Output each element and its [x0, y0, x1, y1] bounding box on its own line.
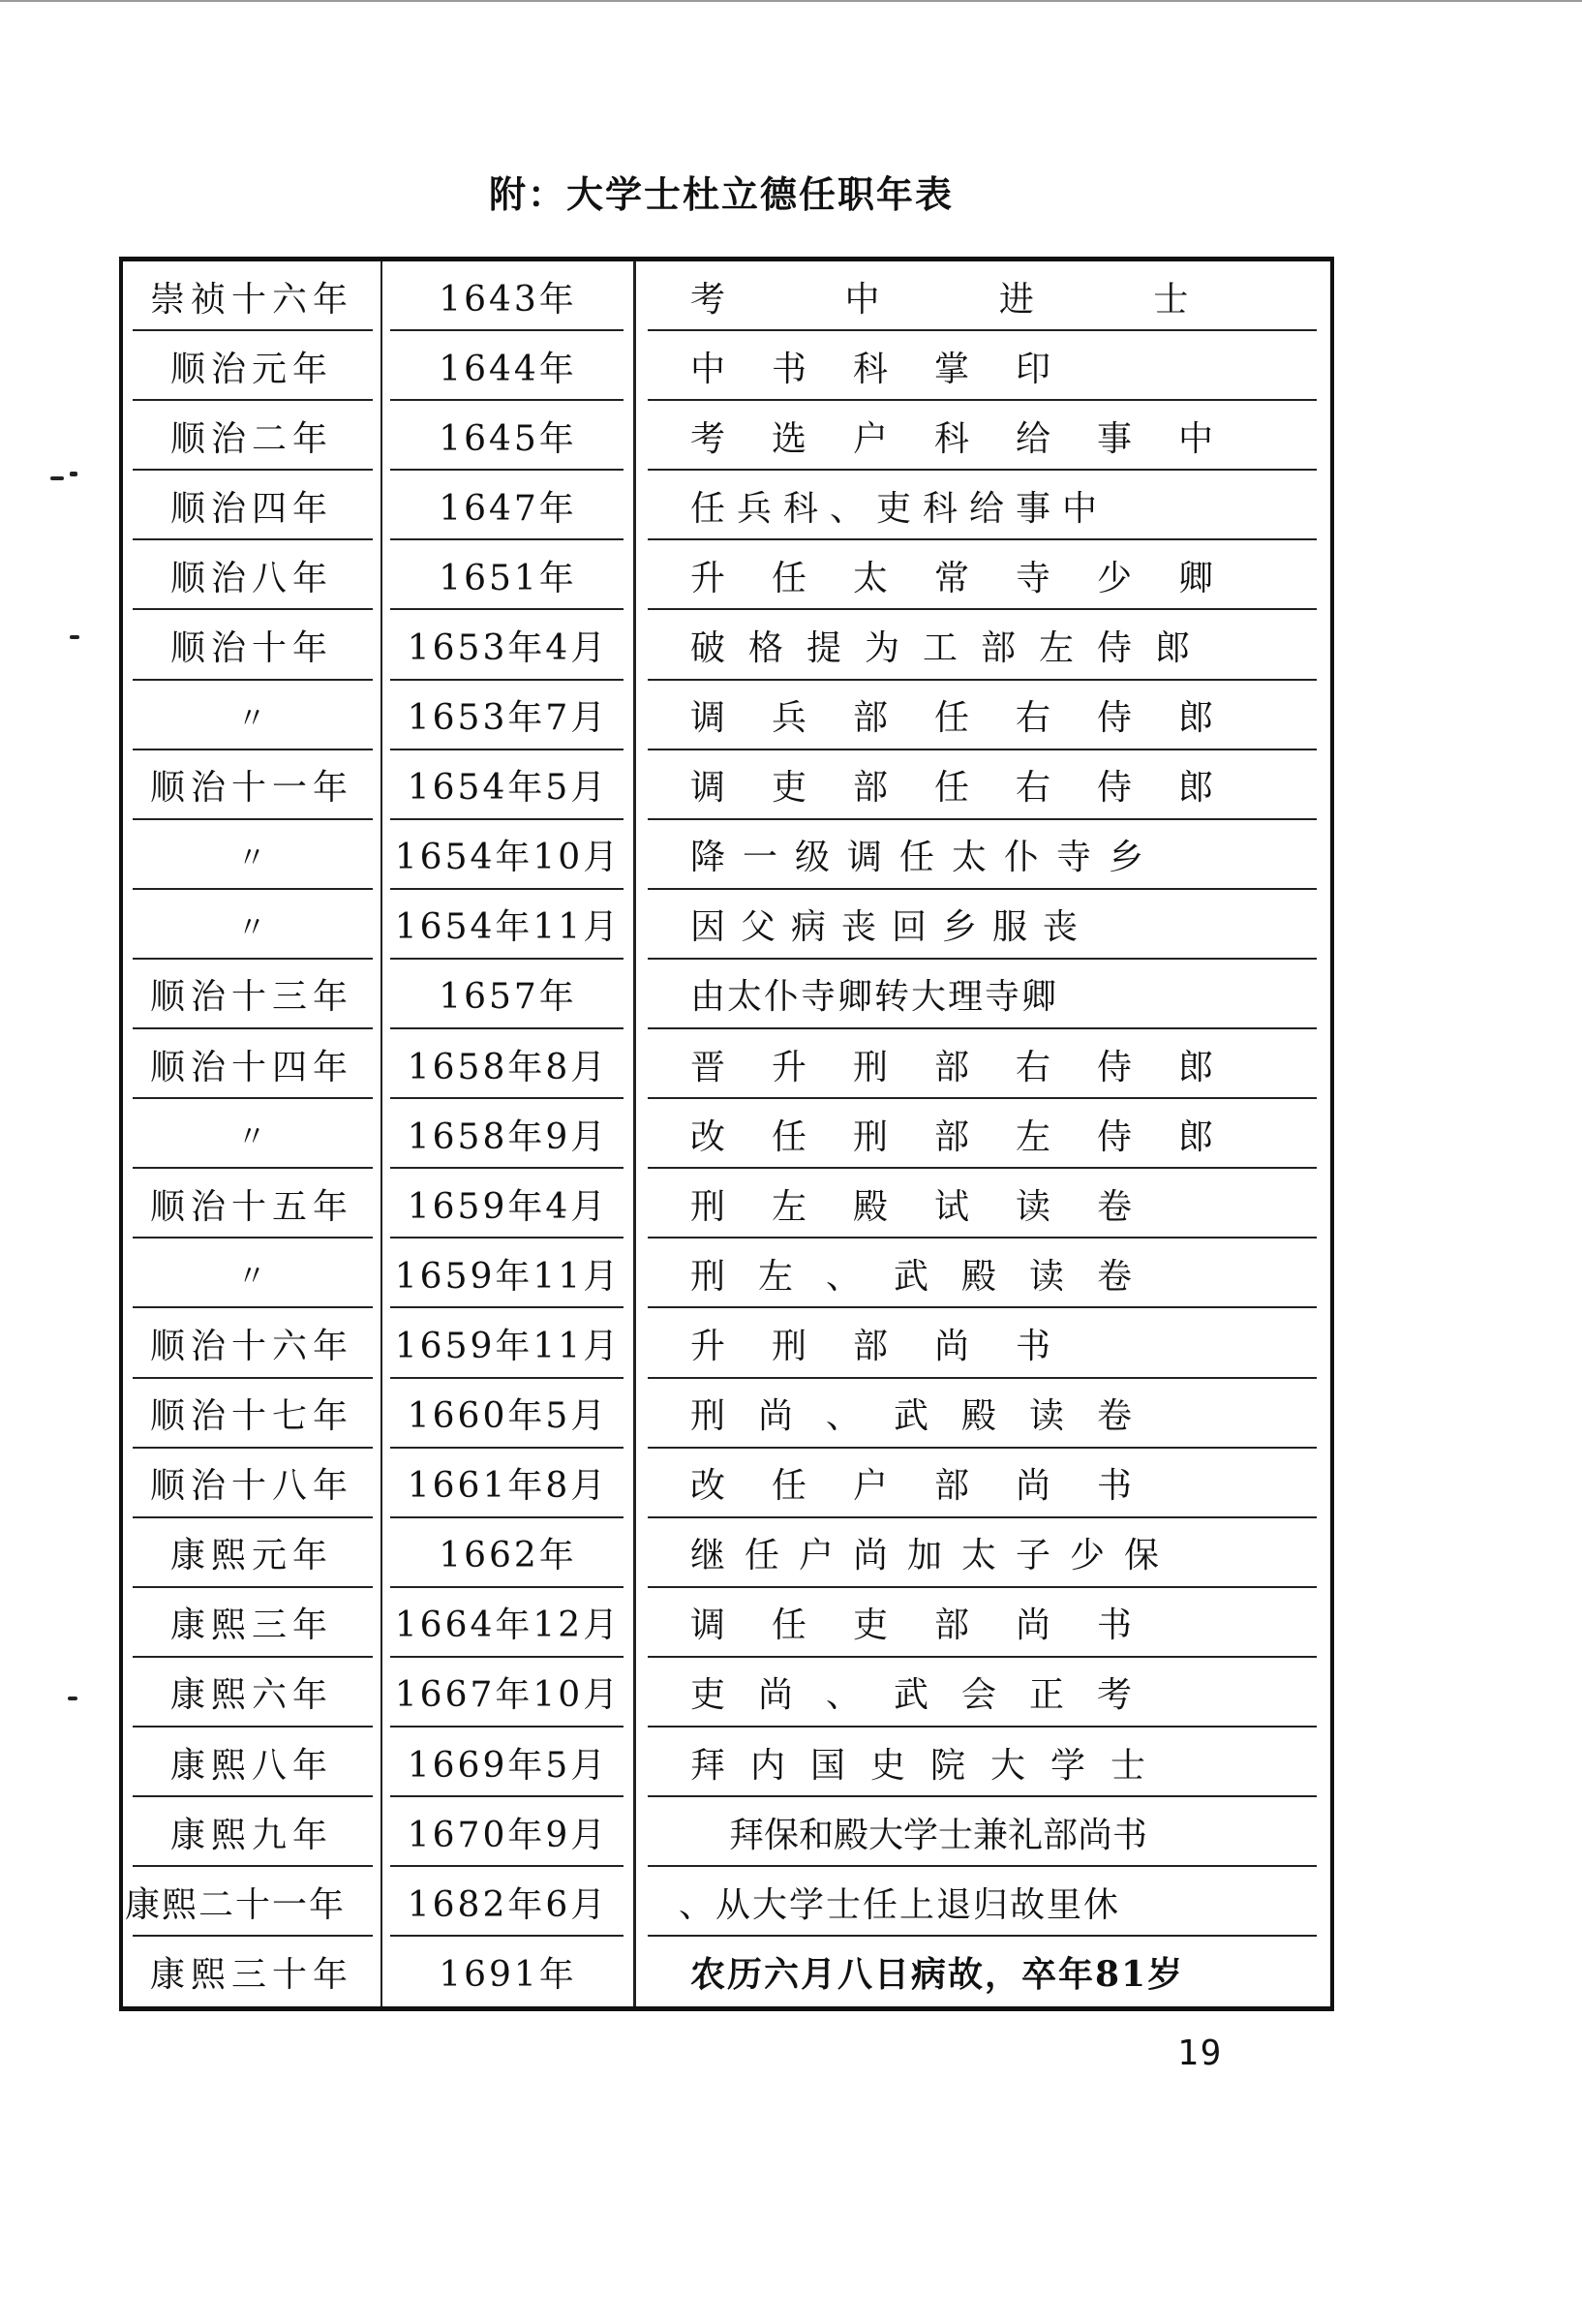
year-cell: 1654年5月 [382, 750, 636, 820]
event-cell: 刑左、武殿读卷 [636, 1238, 1330, 1308]
year-cell: 1651年 [382, 540, 636, 610]
reign-cell: 康熙八年 [123, 1728, 382, 1797]
event-cell: 改任户部尚书 [636, 1449, 1330, 1518]
table-row [123, 1518, 1330, 1588]
reign-cell: 康熙三年 [123, 1588, 382, 1658]
event-cell: 因父病丧回乡服丧 [636, 890, 1330, 960]
year-cell: 1643年 [382, 261, 636, 331]
event-cell: 降一级调任太仆寺乡 [636, 820, 1330, 890]
event-cell: 改任刑部左侍郎 [636, 1099, 1330, 1169]
year-cell: 1654年11月 [382, 890, 636, 960]
event-cell: 拜保和殿大学士兼礼部尚书 [636, 1797, 1330, 1867]
year-cell: 1657年 [382, 960, 636, 1029]
reign-cell: 康熙三十年 [123, 1937, 382, 2006]
table-row [123, 1379, 1330, 1449]
event-cell: 考选户科给事中 [636, 401, 1330, 471]
scan-speck [68, 1697, 77, 1700]
table-row [123, 1169, 1330, 1238]
ditto-mark: 〃 [237, 701, 266, 736]
table-row [123, 471, 1330, 540]
event-cell: 考 中 进 士 [636, 261, 1330, 331]
year-cell: 1653年4月 [382, 610, 636, 680]
table-row [123, 681, 1330, 750]
reign-cell: 顺治十三年 [123, 960, 382, 1029]
table-row [123, 610, 1330, 680]
ditto-mark: 〃 [237, 1260, 266, 1295]
appointment-table [119, 257, 1334, 2011]
table-row [123, 750, 1330, 820]
scan-speck [50, 476, 64, 480]
table-row [123, 1937, 1330, 2006]
reign-cell [123, 820, 382, 890]
table-row [123, 1099, 1330, 1169]
reign-cell: 顺治十五年 [123, 1169, 382, 1238]
reign-cell: 顺治十七年 [123, 1379, 382, 1449]
reign-cell: 顺治八年 [123, 540, 382, 610]
event-cell: 调任吏部尚书 [636, 1588, 1330, 1658]
table-row [123, 1449, 1330, 1518]
year-cell: 1659年4月 [382, 1169, 636, 1238]
reign-cell [123, 681, 382, 750]
table-row [123, 1588, 1330, 1658]
table-row [123, 960, 1330, 1029]
table-row [123, 261, 1330, 331]
reign-cell: 顺治十年 [123, 610, 382, 680]
reign-cell: 顺治二年 [123, 401, 382, 471]
event-cell: 中书科掌印 [636, 331, 1330, 401]
table-row [123, 890, 1330, 960]
table-row [123, 1029, 1330, 1099]
reign-cell: 顺治十一年 [123, 750, 382, 820]
year-cell: 1670年9月 [382, 1797, 636, 1867]
reign-cell: 康熙元年 [123, 1518, 382, 1588]
year-cell: 1654年10月 [382, 820, 636, 890]
reign-cell [123, 1238, 382, 1308]
table-row [123, 1658, 1330, 1728]
reign-cell: 顺治十四年 [123, 1029, 382, 1099]
event-cell: 、从大学士任上退归故里休 [636, 1867, 1330, 1937]
year-cell: 1658年9月 [382, 1099, 636, 1169]
table-row [123, 1797, 1330, 1867]
scan-speck [70, 635, 79, 639]
event-cell: 农历六月八日病故，卒年81岁 [690, 1953, 1185, 1995]
reign-cell [123, 1099, 382, 1169]
page-title: 附：大学士杜立德任职年表 [489, 172, 955, 216]
year-cell: 1660年5月 [382, 1379, 636, 1449]
event-cell: 任兵科、吏科给事中 [636, 471, 1330, 540]
event-cell: 晋升刑部右侍郎 [636, 1029, 1330, 1099]
year-cell: 1682年6月 [382, 1867, 636, 1937]
table-row [123, 1238, 1330, 1308]
page-number: 19 [1177, 2034, 1224, 2073]
table-row [123, 1728, 1330, 1797]
reign-cell: 康熙二十一年 [123, 1867, 382, 1937]
table-row [123, 540, 1330, 610]
year-cell: 1645年 [382, 401, 636, 471]
reign-cell: 崇祯十六年 [123, 261, 382, 331]
year-cell: 1659年11月 [382, 1308, 636, 1378]
year-cell: 1644年 [382, 331, 636, 401]
ditto-mark: 〃 [237, 841, 266, 875]
event-cell: 升任太常寺少卿 [636, 540, 1330, 610]
year-cell: 1664年12月 [382, 1588, 636, 1658]
table-row [123, 1867, 1330, 1937]
year-cell: 1691年 [382, 1937, 636, 2006]
year-cell: 1661年8月 [382, 1449, 636, 1518]
reign-cell: 康熙六年 [123, 1658, 382, 1728]
reign-cell: 顺治元年 [123, 331, 382, 401]
reign-cell: 顺治四年 [123, 471, 382, 540]
year-cell: 1659年11月 [382, 1238, 636, 1308]
event-cell: 拜内国史院大学士 [636, 1728, 1330, 1797]
event-cell: 破格提为工部左侍郎 [636, 610, 1330, 680]
year-cell: 1647年 [382, 471, 636, 540]
reign-cell: 顺治十八年 [123, 1449, 382, 1518]
table-row [123, 331, 1330, 401]
reign-cell [123, 890, 382, 960]
year-cell: 1667年10月 [382, 1658, 636, 1728]
ditto-mark: 〃 [237, 910, 266, 945]
event-cell: 继任户尚加太子少保 [636, 1518, 1330, 1588]
page-top-edge [0, 0, 1582, 2]
reign-cell: 顺治十六年 [123, 1308, 382, 1378]
year-cell: 1658年8月 [382, 1029, 636, 1099]
year-cell: 1662年 [382, 1518, 636, 1588]
table-row [123, 820, 1330, 890]
table-row [123, 1308, 1330, 1378]
table-row [123, 401, 1330, 471]
year-cell: 1653年7月 [382, 681, 636, 750]
event-cell: 刑尚、武殿读卷 [636, 1379, 1330, 1449]
event-cell: 升刑部尚书 [636, 1308, 1330, 1378]
year-cell: 1669年5月 [382, 1728, 636, 1797]
event-cell: 刑左殿试读卷 [636, 1169, 1330, 1238]
reign-cell: 康熙九年 [123, 1797, 382, 1867]
ditto-mark: 〃 [237, 1120, 266, 1155]
scan-speck [70, 472, 77, 476]
event-cell: 调吏部任右侍郎 [636, 750, 1330, 820]
event-cell: 由太仆寺卿转大理寺卿 [636, 960, 1330, 1029]
event-cell: 调兵部任右侍郎 [636, 681, 1330, 750]
event-cell: 吏尚、武会正考 [636, 1658, 1330, 1728]
